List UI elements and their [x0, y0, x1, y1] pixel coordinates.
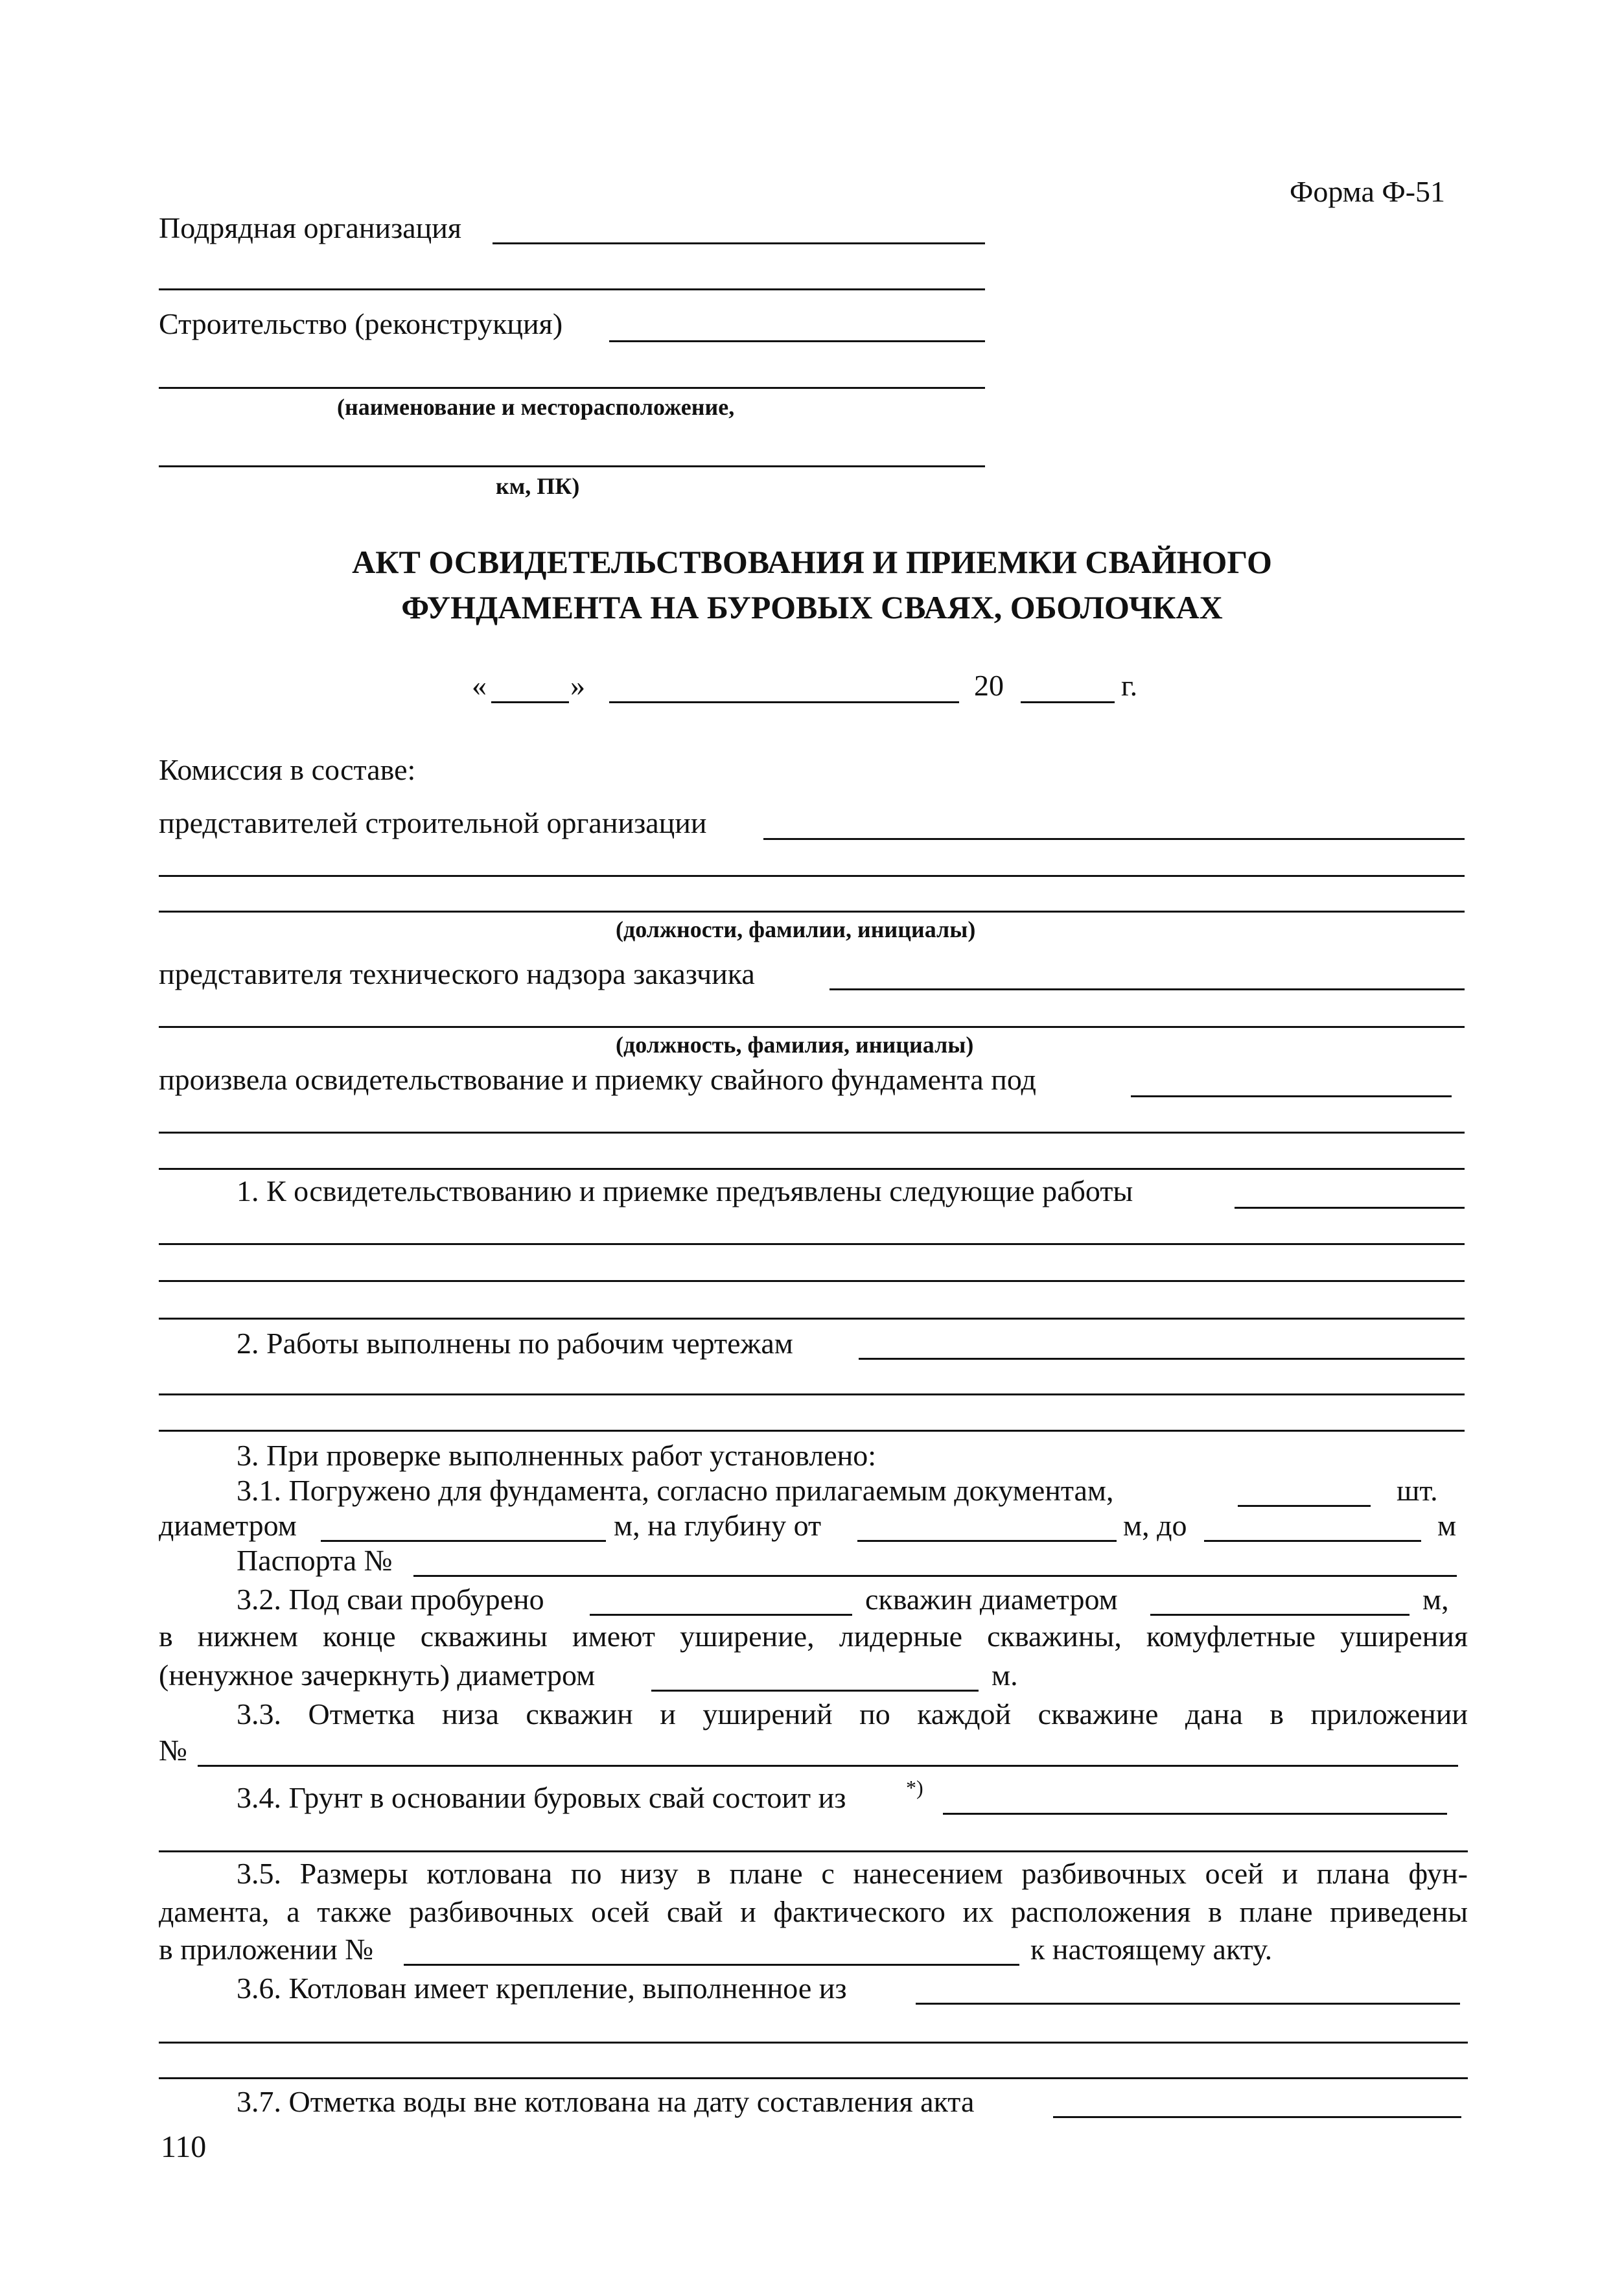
item-3-1-diameter-field[interactable] [321, 1540, 606, 1542]
item-3-6-field-line2[interactable] [159, 2042, 1468, 2044]
item-3-2-m2: м. [992, 1659, 1018, 1692]
date-year-suffix: г. [1121, 669, 1138, 702]
item-3-2-line3: (ненужное зачеркнуть) диаметром [159, 1659, 596, 1692]
item-3-4-field-line2[interactable] [159, 1850, 1468, 1852]
item-1-field-line3[interactable] [159, 1280, 1465, 1282]
item-3-2-wide-diameter-field[interactable] [651, 1690, 979, 1692]
caption-name-location: (наименование и месторасположение, [337, 394, 735, 420]
construction-field[interactable] [609, 340, 985, 342]
performed-field[interactable] [1131, 1095, 1452, 1097]
caption-positions-names: (должности, фамилии, инициалы) [616, 916, 976, 942]
item-3-4-field[interactable] [943, 1813, 1447, 1815]
item-3-6-field-line3[interactable] [159, 2077, 1468, 2079]
performed-field-line3[interactable] [159, 1168, 1465, 1170]
builder-reps-field-line2[interactable] [159, 875, 1465, 877]
item-3-2-diameter-label: скважин диаметром [865, 1583, 1118, 1616]
item-3-1-to-label: м, до [1123, 1509, 1187, 1542]
tech-supervision-label: представителя технического надзора заказчика [159, 957, 755, 990]
item-3-1: 3.1. Погружено для фундамента, согласно прилагаемым документам, [237, 1474, 1114, 1507]
item-3-7: 3.7. Отметка воды вне котлована на дату составления акта [237, 2085, 975, 2118]
date-day-field[interactable] [491, 701, 569, 703]
item-3-1-passport-label: Паспорта № [237, 1544, 393, 1577]
item-3-1-diameter-label: диаметром [159, 1509, 297, 1542]
item-3-5-line1: 3.5. Размеры котлована по низу в плане с нанесением разбивочных осей и плана фун- [237, 1857, 1468, 1890]
performed-field-line2[interactable] [159, 1132, 1465, 1134]
item-3-1-depth-to-field[interactable] [1204, 1540, 1421, 1542]
item-1-field-line2[interactable] [159, 1243, 1465, 1245]
item-3-6-field[interactable] [916, 2003, 1460, 2005]
date-month-field[interactable] [609, 701, 959, 703]
document-title-line1: АКТ ОСВИДЕТЕЛЬСТВОВАНИЯ И ПРИЕМКИ СВАЙНОГО [352, 544, 1272, 580]
item-3-1-depth-from-field[interactable] [857, 1540, 1117, 1542]
date-year-field[interactable] [1021, 701, 1115, 703]
builder-reps-field[interactable] [763, 838, 1465, 840]
document-title-line2: ФУНДАМЕНТА НА БУРОВЫХ СВАЯХ, ОБОЛОЧКАХ [401, 589, 1223, 625]
item-2-field[interactable] [859, 1358, 1465, 1360]
item-3-4: 3.4. Грунт в основании буровых свай состоит из [237, 1781, 846, 1814]
item-3-2-m: м, [1422, 1583, 1449, 1616]
contractor-field-line2[interactable] [159, 288, 985, 290]
item-3-1-passport-field[interactable] [413, 1575, 1457, 1577]
tech-supervision-field-line2[interactable] [159, 1026, 1465, 1028]
item-3-5-end: к настоящему акту. [1030, 1933, 1273, 1966]
tech-supervision-field[interactable] [829, 988, 1465, 990]
form-number: Форма Ф-51 [1290, 175, 1446, 208]
item-3-2-diameter-field[interactable] [1150, 1614, 1409, 1616]
item-3-5-line2: дамента, а также разбивочных осей свай и фактического их расположения в плане приведены [159, 1895, 1468, 1928]
date-open-quote: « [472, 669, 487, 702]
builder-reps-label: представителей строительной организации [159, 806, 707, 839]
item-2-field-line2[interactable] [159, 1393, 1465, 1395]
construction-field-line3[interactable] [159, 465, 985, 467]
item-1: 1. К освидетельствованию и приемке предъявлены следующие работы [237, 1174, 1133, 1207]
item-3-2-count-field[interactable] [590, 1614, 852, 1616]
item-1-field[interactable] [1235, 1207, 1465, 1209]
page-number: 110 [161, 2130, 207, 2164]
date-year-prefix: 20 [974, 669, 1004, 702]
item-3-5-appendix-field[interactable] [404, 1964, 1019, 1966]
item-3-3-field[interactable] [198, 1765, 1458, 1767]
item-3-3: 3.3. Отметка низа скважин и уширений по каждой скважине дана в приложении [237, 1697, 1468, 1730]
item-3-1-unit: шт. [1397, 1474, 1438, 1507]
caption-km-pk: км, ПК) [496, 473, 580, 499]
item-3-4-footnote-mark: *) [906, 1776, 923, 1799]
item-3-2-line2: в нижнем конце скважины имеют уширение, лидерные скважины, комуфлетные уширения [159, 1620, 1468, 1653]
item-3-2: 3.2. Под сваи пробурено [237, 1583, 544, 1616]
item-3-6: 3.6. Котлован имеет крепление, выполненное из [237, 1972, 847, 2005]
item-1-field-line4[interactable] [159, 1318, 1465, 1320]
item-3-5-appendix-label: в приложении № [159, 1933, 374, 1966]
item-3-3-no: № [159, 1734, 187, 1767]
date-close-quote: » [570, 669, 585, 702]
item-3: 3. При проверке выполненных работ установлено: [237, 1439, 877, 1472]
construction-label: Строительство (реконструкция) [159, 307, 563, 340]
contractor-label: Подрядная организация [159, 211, 462, 244]
item-2: 2. Работы выполнены по рабочим чертежам [237, 1327, 793, 1360]
item-2-field-line3[interactable] [159, 1430, 1465, 1432]
commission-label: Комиссия в составе: [159, 753, 416, 786]
contractor-field[interactable] [493, 242, 985, 244]
item-3-7-field[interactable] [1053, 2116, 1461, 2118]
builder-reps-field-line3[interactable] [159, 911, 1465, 913]
caption-position-name: (должность, фамилия, инициалы) [616, 1032, 974, 1058]
performed-label: произвела освидетельствование и приемку свайного фундамента под [159, 1063, 1036, 1096]
item-3-1-count-field[interactable] [1238, 1505, 1371, 1507]
item-3-1-m: м [1437, 1509, 1457, 1542]
item-3-1-depth-label: м, на глубину от [614, 1509, 822, 1542]
construction-field-line2[interactable] [159, 387, 985, 389]
